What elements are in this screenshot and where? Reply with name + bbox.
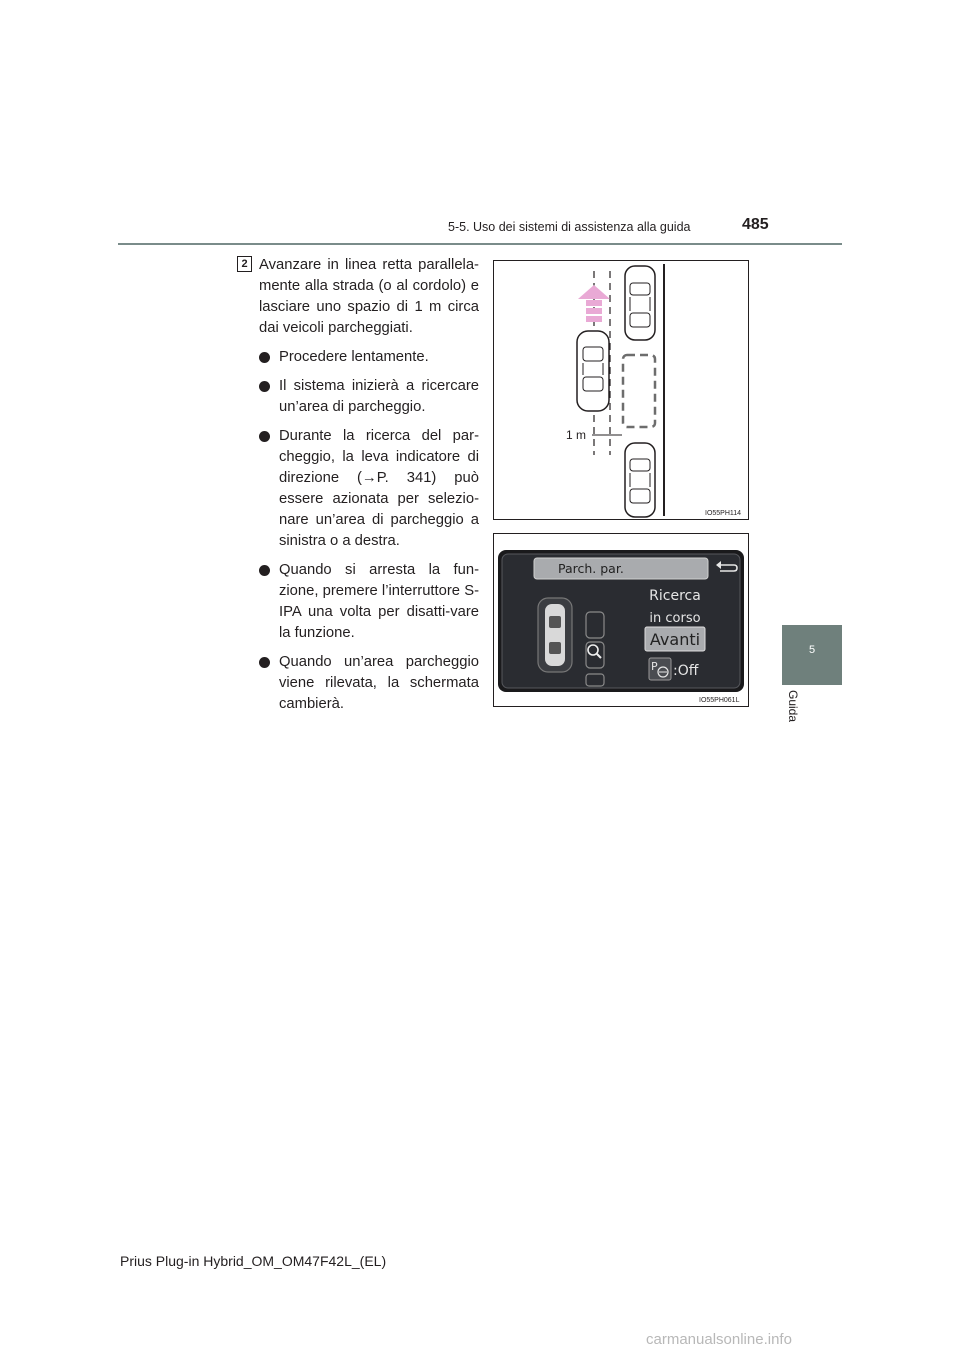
chapter-tab-label-wrap (782, 688, 808, 728)
bullet-text: Il sistema inizierà a ricercare un’area di parcheggio. (279, 378, 479, 415)
status-line-2: in corso (649, 611, 701, 626)
p-letter: P (651, 660, 658, 673)
parking-diagram-svg (494, 261, 748, 519)
moving-car-icon (577, 331, 609, 411)
step-intro: Avanzare in linea retta parallela-mente alla strada (o al cordolo) e lasciare uno spazio di 1 m circa dai veicoli parcheggiati. (259, 257, 479, 336)
bullet-icon (259, 431, 270, 442)
bullet-text: Quando si arresta la fun-zione, premere l’interruttore S-IPA una volta per disatti-vare la funzione. (279, 562, 479, 641)
slot-indicator (586, 674, 604, 686)
bullet-icon (259, 565, 270, 576)
distance-label: 1 m (566, 428, 587, 442)
step-text (259, 255, 479, 723)
header-rule (118, 243, 842, 245)
bullet-item (259, 426, 479, 552)
bullet-icon (259, 381, 270, 392)
chapter-tab-label: Guida (786, 690, 800, 723)
parking-diagram (493, 260, 749, 520)
parking-space-outline (623, 355, 655, 427)
bullet-icon (259, 657, 270, 668)
page-number: 485 (742, 216, 769, 233)
section-title: 5-5. Uso dei sistemi di assistenza alla guida (448, 220, 691, 234)
bullet-icon (259, 352, 270, 363)
figure-code: IO55PH061L (699, 697, 740, 704)
step-number-box: 2 (237, 256, 252, 272)
bullet-text: Procedere lentamente. (279, 349, 429, 365)
parked-car-icon (625, 266, 655, 340)
watermark: carmanualsonline.info (646, 1331, 792, 1348)
bullet-text: Durante la ricerca del par-cheggio, la leva indicatore di direzione (→P. 341) può essere azionata per selezio-nare un’area di parcheggio a sinistra o a destra. (279, 428, 479, 549)
status-line-1: Ricerca (649, 588, 701, 604)
bullet-item (259, 652, 479, 715)
bullet-item (259, 376, 479, 418)
parking-bay-car-icon (538, 598, 572, 672)
display-screen-svg (494, 534, 748, 706)
parked-car-icon (625, 443, 655, 517)
bullet-text: Quando un’area parcheggio viene rilevata, la schermata cambierà. (279, 654, 479, 712)
display-screen-figure (493, 533, 749, 707)
bullet-item (259, 560, 479, 644)
bullet-item (259, 347, 479, 368)
slot-indicator (586, 612, 604, 638)
footer-manual-id: Prius Plug-in Hybrid_OM_OM47F42L_(EL) (120, 1253, 387, 1269)
forward-arrow-icon (578, 285, 610, 322)
avanti-button: Avanti (649, 630, 701, 649)
figure-code: IO55PH114 (705, 510, 742, 517)
off-label: :Off (673, 663, 699, 679)
chapter-tab-number: 5 (808, 644, 816, 656)
screen-title: Parch. par. (558, 561, 624, 576)
